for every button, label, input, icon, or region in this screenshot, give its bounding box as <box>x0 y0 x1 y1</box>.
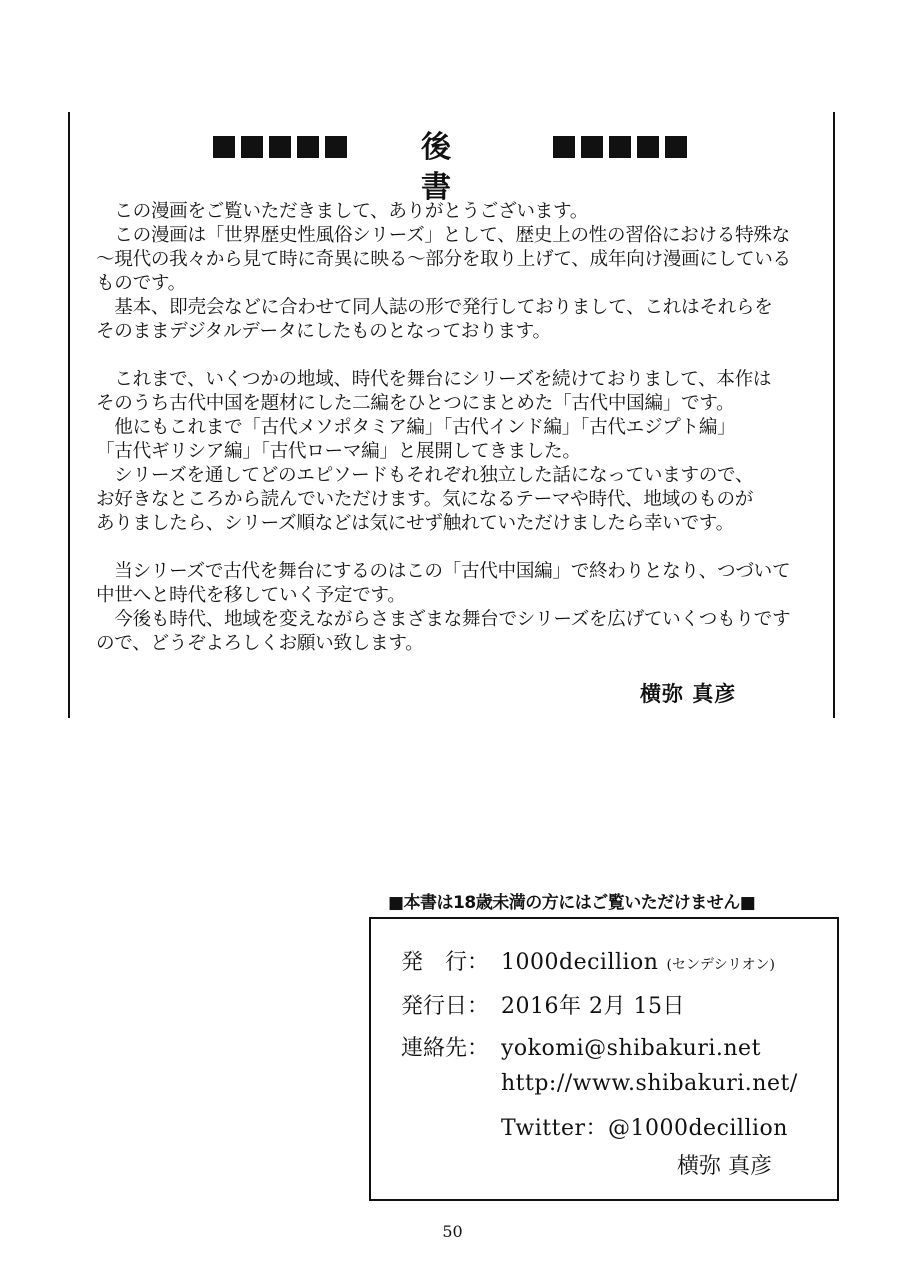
date-row <box>401 989 685 1020</box>
text-line: ありましたら、シリーズ順などは気にせず触れていただけましたら幸いです。 <box>96 513 734 534</box>
text-line: 基本、即売会などに合わせて同人誌の形で発行しておりまして、これはそれらを <box>96 297 773 318</box>
text-line: お好きなところから読んでいただけます。気になるテーマや時代、地域のものが <box>96 489 754 510</box>
text-line: 今後も時代、地域を変えながらさまざまな舞台でシリーズを広げていくつもりです <box>96 609 791 630</box>
afterword-heading <box>0 128 905 205</box>
paragraph-2 <box>96 368 808 536</box>
text-line: これまで、いくつかの地域、時代を舞台にシリーズを続けておりまして、本作は <box>96 369 772 390</box>
text-line: 当シリーズで古代を舞台にするのはこの「古代中国編」で終わりとなり、つづいて <box>96 561 791 582</box>
decorative-blocks-right <box>553 136 687 158</box>
date-value: 2016年 2月 15日 <box>501 994 685 1019</box>
text-line: ので、どうぞよろしくお願い致します。 <box>96 633 424 654</box>
colophon-author: 横弥 真彦 <box>677 1154 772 1179</box>
paragraph-3 <box>96 560 808 656</box>
contact-email: yokomi@shibakuri.net <box>501 1036 761 1061</box>
page-title: 後 書 <box>421 130 479 205</box>
black-square-icon <box>609 136 631 158</box>
author-signature: 横弥 真彦 <box>640 682 737 706</box>
black-square-icon <box>581 136 603 158</box>
text-line: ものです。 <box>96 273 186 294</box>
date-label: 発行日： <box>401 994 490 1019</box>
black-square-icon <box>637 136 659 158</box>
black-square-icon <box>665 136 687 158</box>
black-square-icon <box>297 136 319 158</box>
text-line: この漫画をご覧いただきまして、ありがとうございます。 <box>96 201 589 222</box>
text-line: そのままデジタルデータにしたものとなっております。 <box>96 321 551 342</box>
text-line: この漫画は「世界歴史性風俗シリーズ」として、歴史上の性の習俗における特殊な <box>96 225 790 246</box>
contact-url: http://www.shibakuri.net/ <box>501 1071 798 1096</box>
black-square-icon <box>241 136 263 158</box>
text-line: シリーズを通してどのエピソードもそれぞれ独立した話になっていますので、 <box>96 465 754 486</box>
black-square-icon <box>325 136 347 158</box>
text-line: 中世へと時代を移していく予定です。 <box>96 585 406 606</box>
publisher-reading: (センデシリオン) <box>666 957 775 973</box>
paragraph-1 <box>96 200 808 344</box>
contact-url-row <box>501 1071 798 1096</box>
contact-label: 連絡先： <box>401 1036 490 1061</box>
black-square-icon <box>269 136 291 158</box>
contact-row <box>401 1031 761 1062</box>
text-line: 他にもこれまで「古代メソポタミア編」「古代インド編」「古代エジプト編」 <box>96 417 736 438</box>
text-line: 「古代ギリシア編」「古代ローマ編」と展開してきました。 <box>96 441 581 462</box>
publisher-row <box>401 945 775 976</box>
text-line: そのうち古代中国を題材にした二編をひとつにまとめた「古代中国編」です。 <box>96 393 735 414</box>
colophon-box <box>369 917 839 1201</box>
black-square-icon <box>553 136 575 158</box>
decorative-blocks-left <box>213 136 347 158</box>
contact-twitter: Twitter：@1000decillion <box>501 1116 788 1141</box>
left-border-line <box>68 112 70 718</box>
black-square-icon <box>213 136 235 158</box>
publisher-value: 1000decillion <box>501 950 659 975</box>
page-number: 50 <box>442 1222 463 1241</box>
afterword-body <box>96 200 808 680</box>
age-restriction-notice: ■本書は18歳未満の方にはご覧いただけません■ <box>388 893 756 913</box>
contact-twitter-row <box>501 1111 788 1142</box>
publisher-label: 発 行： <box>401 950 490 975</box>
right-border-line <box>833 112 835 718</box>
text-line: ～現代の我々から見て時に奇異に映る～部分を取り上げて、成年向け漫画にしている <box>96 249 791 270</box>
